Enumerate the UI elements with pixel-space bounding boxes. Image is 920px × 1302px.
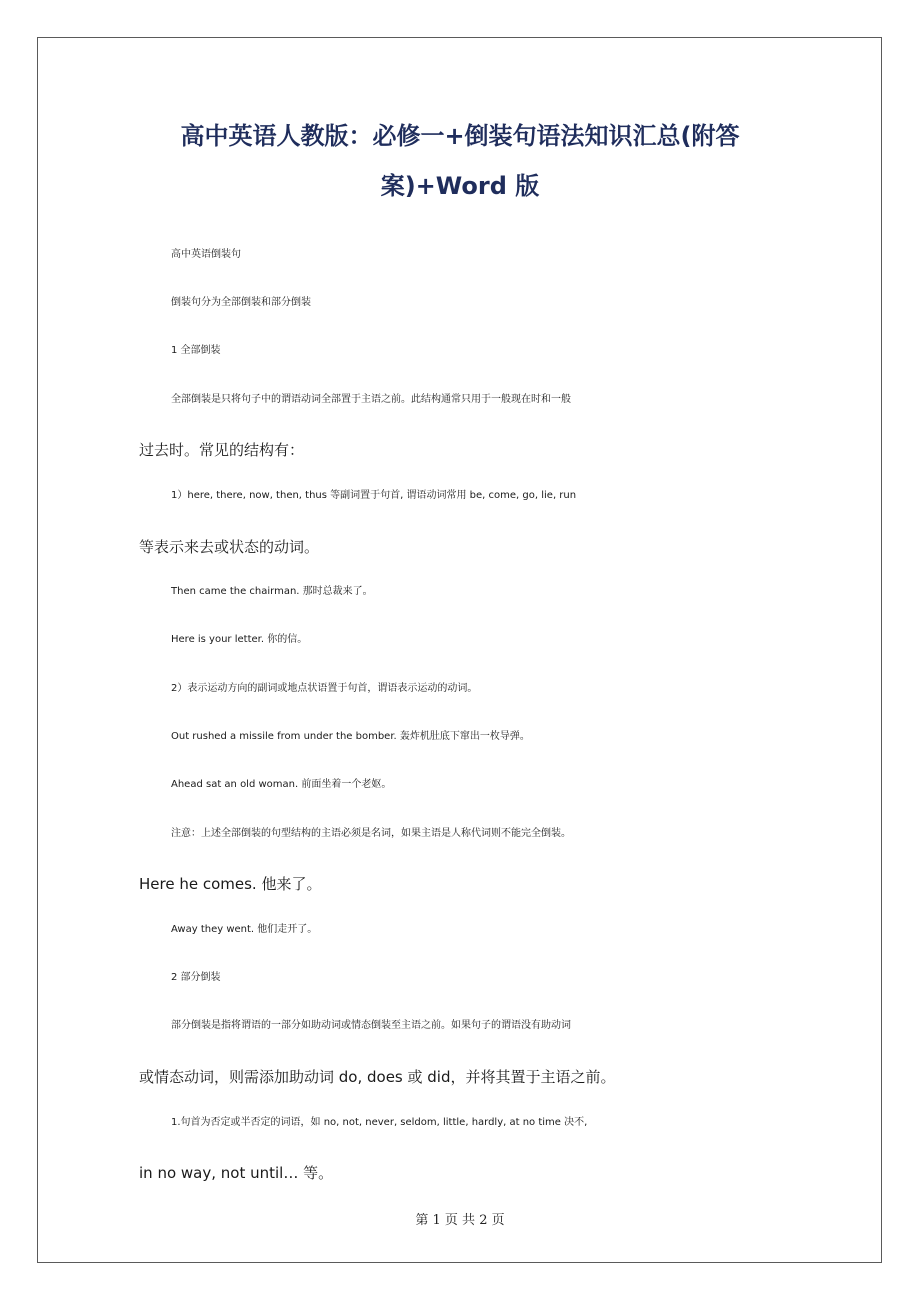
example-line: Then came the chairman. 那时总裁来了。 <box>171 586 373 597</box>
note-line: 注意：上述全部倒装的句型结构的主语必须是名词，如果主语是人称代词则不能完全倒装。 <box>171 828 571 839</box>
paragraph-line: 等表示来去或状态的动词。 <box>139 538 320 556</box>
document-title-line2: 案)+Word 版 <box>380 172 540 200</box>
paragraph-line: 1）here, there, now, then, thus 等副词置于句首, 谓语动词常用 be, come, go, lie, run <box>171 490 577 501</box>
paragraph-line: 倒装句分为全部倒装和部分倒装 <box>171 297 311 308</box>
paragraph-line: 1.句首为否定或半否定的词语，如 no, not, never, seldom, little, hardly, at no time 决不, <box>171 1117 588 1128</box>
section-heading: 1 全部倒装 <box>171 345 221 356</box>
section-heading: 2 部分倒装 <box>171 972 221 983</box>
paragraph-line: 或情态动词，则需添加助动词 do, does 或 did，并将其置于主语之前。 <box>139 1068 616 1086</box>
page-number-footer: 第 1 页 共 2 页 <box>415 1213 505 1228</box>
paragraph-line: 过去时。常见的结构有： <box>139 441 305 459</box>
paragraph-line: 高中英语倒装句 <box>171 249 241 260</box>
paragraph-line: 2）表示运动方向的副词或地点状语置于句首，谓语表示运动的动词。 <box>171 683 478 694</box>
example-line: Here he comes. 他来了。 <box>139 875 322 893</box>
example-line: Away they went. 他们走开了。 <box>171 924 318 935</box>
paragraph-line: 全部倒装是只将句子中的谓语动词全部置于主语之前。此结构通常只用于一般现在时和一般 <box>171 394 571 405</box>
example-line: Ahead sat an old woman. 前面坐着一个老妪。 <box>171 779 392 790</box>
paragraph-line: 部分倒装是指将谓语的一部分如助动词或情态倒装至主语之前。如果句子的谓语没有助动词 <box>171 1020 571 1031</box>
example-line: Here is your letter. 你的信。 <box>171 634 308 645</box>
example-line: Out rushed a missile from under the bomber. 轰炸机肚底下窜出一枚导弹。 <box>171 731 530 742</box>
document-title-line1: 高中英语人教版：必修一+倒装句语法知识汇总(附答 <box>180 122 740 150</box>
paragraph-line: in no way, not until… 等。 <box>139 1164 334 1182</box>
